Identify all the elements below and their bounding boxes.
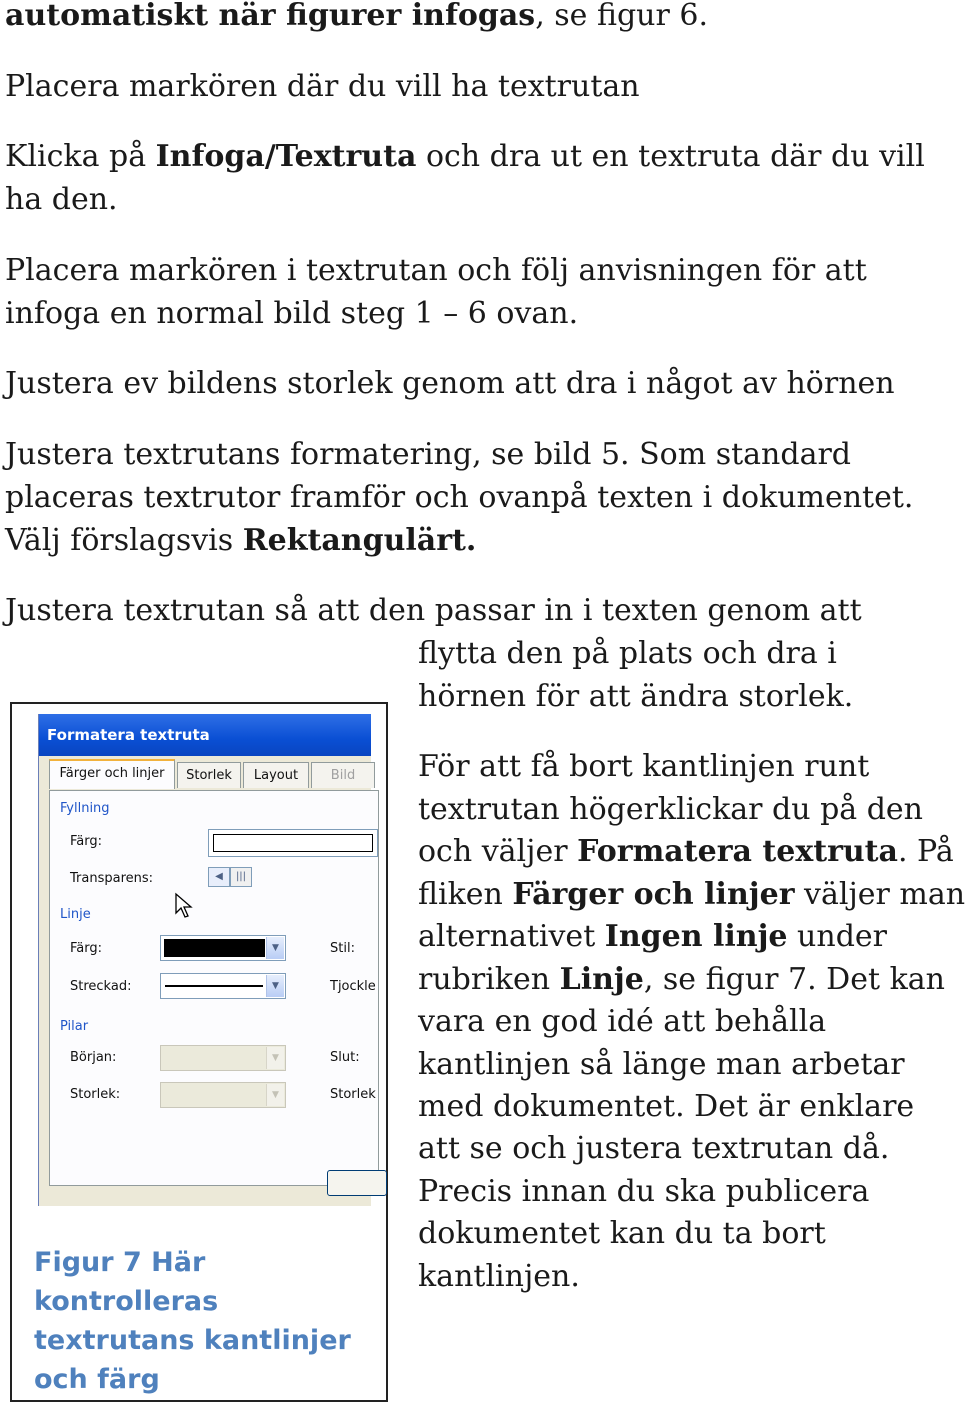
text: och väljer: [418, 834, 578, 869]
mouse-pointer-icon: [175, 893, 193, 919]
paragraph-step: Placera markören i textrutan och följ anvisningen för att: [5, 253, 867, 288]
side-line: att se och justera textrutan då.: [418, 1131, 890, 1166]
figure-caption: Figur 7 Här kontrolleras textrutans kantlinjer och färg: [34, 1247, 351, 1395]
text: , se figur 7. Det kan: [643, 962, 945, 997]
end-label: Slut:: [330, 1050, 360, 1065]
bold-text: automatiskt när figurer infogas: [5, 0, 536, 33]
chevron-down-icon: ▼: [266, 1047, 284, 1069]
dialog-title: Formatera textruta: [39, 714, 371, 756]
weight-label: Tjockle: [330, 979, 376, 994]
dialog-tabs: [49, 762, 379, 790]
text: under: [787, 919, 887, 954]
transparency-label: Transparens:: [70, 871, 154, 886]
side-line: [418, 916, 887, 959]
paragraph-step-cont: placeras textrutor framför och ovanpå texten i dokumentet.: [5, 480, 914, 515]
dash-line-preview: [165, 985, 263, 987]
text: rubriken: [418, 962, 560, 997]
dash-combo[interactable]: [160, 973, 286, 999]
dialog-screenshot: [38, 714, 376, 1206]
fill-color-combo[interactable]: [208, 829, 378, 857]
size-label: Storlek:: [70, 1087, 121, 1102]
transparency-left-arrow-icon[interactable]: ◀: [208, 867, 230, 887]
tab-size[interactable]: Storlek: [177, 762, 241, 788]
text: . På: [897, 834, 954, 869]
section-arrows: Pilar: [60, 1019, 89, 1034]
side-line: kantlinjen.: [418, 1259, 580, 1294]
paragraph-step: Justera textrutan så att den passar in i texten genom att: [5, 593, 862, 628]
side-line: [418, 959, 945, 1002]
size2-label: Storlek: [330, 1087, 376, 1102]
side-line: Precis innan du ska publicera: [418, 1174, 870, 1209]
text: Välj förslagsvis: [5, 523, 243, 558]
dash-label: Streckad:: [70, 979, 132, 994]
paragraph-step-cont: infoga en normal bild steg 1 – 6 ovan.: [5, 296, 579, 331]
side-line: dokumentet kan du ta bort: [418, 1216, 826, 1251]
begin-combo[interactable]: [160, 1045, 286, 1071]
bold-text: Färger och linjer: [512, 877, 795, 912]
tab-layout[interactable]: Layout: [243, 762, 309, 788]
dialog-panel: [49, 790, 379, 1186]
text: fliken: [418, 877, 513, 912]
size-combo[interactable]: [160, 1082, 286, 1108]
section-line: Linje: [60, 907, 91, 922]
bold-text: Linje: [559, 962, 644, 997]
text: väljer man: [794, 877, 965, 912]
text: Klicka på: [5, 139, 156, 174]
side-line: [418, 874, 965, 917]
chevron-down-icon: ▼: [266, 975, 284, 997]
section-fill: Fyllning: [60, 801, 110, 816]
line-color-swatch: [164, 939, 265, 957]
bold-text: Rektangulärt.: [242, 523, 477, 558]
fill-color-label: Färg:: [70, 834, 102, 849]
paragraph-step-cont: flytta den på plats och dra i: [418, 636, 837, 671]
line-color-label: Färg:: [70, 941, 102, 956]
side-line: För att få bort kantlinjen runt: [418, 749, 870, 784]
side-line: [418, 831, 954, 874]
side-line: med dokumentet. Det är enklare: [418, 1089, 915, 1124]
paragraph-step: [5, 136, 925, 179]
tab-picture[interactable]: Bild: [311, 762, 375, 788]
text: alternativet: [418, 919, 605, 954]
paragraph-step: Placera markören där du vill ha textrutan: [5, 69, 640, 104]
paragraph-step-cont: [5, 520, 476, 563]
side-line: textrutan högerklickar du på den: [418, 792, 924, 827]
paragraph-intro: [5, 0, 708, 38]
chevron-down-icon: ▼: [266, 937, 284, 959]
style-label: Stil:: [330, 941, 355, 956]
bold-text: Infoga/Textruta: [155, 139, 417, 174]
fill-color-swatch: [213, 834, 373, 852]
text: , se figur 6.: [535, 0, 708, 33]
transparency-slider-thumb[interactable]: |||: [230, 867, 252, 887]
bold-text: Ingen linje: [604, 919, 788, 954]
begin-label: Början:: [70, 1050, 117, 1065]
paragraph-step: Justera ev bildens storlek genom att dra i något av hörnen: [5, 366, 895, 401]
chevron-down-icon: ▼: [266, 1084, 284, 1106]
side-line: vara en god idé att behålla: [418, 1004, 827, 1039]
paragraph-step-cont: ha den.: [5, 182, 118, 217]
bold-text: Formatera textruta: [577, 834, 898, 869]
text: och dra ut en textruta där du vill: [416, 139, 925, 174]
ok-button[interactable]: [327, 1170, 387, 1196]
paragraph-step: Justera textrutans formatering, se bild 5. Som standard: [5, 437, 852, 472]
tab-colors-lines[interactable]: Färger och linjer: [49, 759, 175, 789]
line-color-combo[interactable]: [160, 935, 286, 961]
paragraph-step-cont: hörnen för att ändra storlek.: [418, 679, 854, 714]
side-line: kantlinjen så länge man arbetar: [418, 1047, 905, 1082]
